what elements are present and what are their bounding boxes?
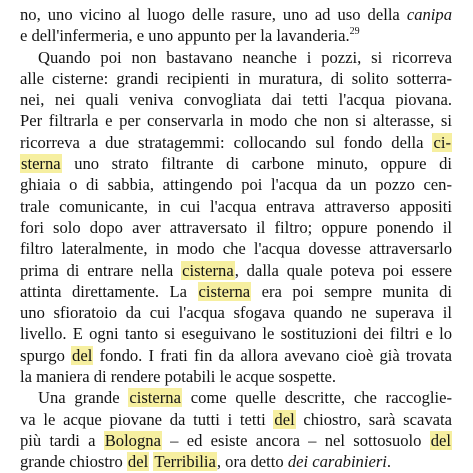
- highlight-cisterna: cisterna: [198, 281, 251, 301]
- text-span: .: [386, 452, 392, 472]
- highlight-sterna: sterna: [21, 154, 61, 174]
- text-span: ricorreva a due stratagemmi: collocando sul fondo della: [20, 132, 433, 152]
- text-line-13: [20, 260, 452, 281]
- text-line-9: ghiaia o di sabbia, attingendo poi l'acqua da un pozzo cen-: [20, 175, 452, 195]
- text-span: più tardi a: [20, 430, 104, 450]
- italic-word-canipa: canipa: [406, 5, 452, 24]
- text-span: – ed esiste ancora – nel sottosuolo: [161, 430, 430, 450]
- highlight-del: del: [72, 345, 93, 365]
- text-line-4: alle cisterne: grandi recipienti in muratura, di solito sotterra-: [20, 68, 452, 88]
- text-span: prima di entrare nella: [20, 260, 182, 280]
- text-line-8: [20, 153, 452, 174]
- highlight-del: del: [430, 430, 451, 450]
- text-span: , dalla quale poteva poi essere: [234, 260, 453, 280]
- text-span: attinta direttamente. La: [20, 281, 198, 301]
- text-line-7: [20, 132, 452, 153]
- text-span: come quelle descritte, che raccoglie-: [181, 388, 452, 408]
- text-line-5: nei, nei quali veniva convogliata dai tetti l'acqua piovana.: [20, 90, 452, 110]
- highlight-terribilia: Terribilia: [154, 452, 216, 472]
- book-page-text: [20, 4, 452, 473]
- text-span: grande chiostro: [20, 452, 127, 472]
- text-line-14: [20, 281, 452, 302]
- text-line-10: trale comunicante, in cui l'acqua entrava attraverso appositi: [20, 196, 452, 216]
- text-span: Una grande: [38, 388, 129, 408]
- highlight-cisterna: cisterna: [129, 388, 181, 408]
- highlight-del: del: [274, 409, 295, 429]
- text-span: era poi sempre munita di: [251, 281, 452, 301]
- italic-phrase-dei-carabinieri: dei carabinieri: [287, 452, 387, 472]
- text-span: va le acque piovane da tutti i tetti: [20, 409, 274, 429]
- highlight-bologna: Bologna: [104, 430, 161, 450]
- text-line-20: [20, 409, 452, 430]
- text-span: fondo. I frati fin da allora avevano cioè già trovata: [93, 345, 452, 365]
- text-span: spurgo: [20, 345, 72, 365]
- text-line-1: [20, 4, 452, 25]
- text-line-11: fori solo dopo aver attraversato il filtro; oppure ponendo il: [20, 217, 452, 237]
- text-line-3: Quando poi non bastavano neanche i pozzi, si ricorreva: [38, 47, 452, 67]
- text-line-12: filtro lateralmente, in modo che l'acqua dovesse attraversarlo: [20, 239, 452, 259]
- text-span: uno strato filtrante di carbone minuto, oppure di: [61, 154, 452, 174]
- text-line-18: la maniera di rendere potabili le acque sospette.: [20, 367, 337, 387]
- text-line-6: Per filtrarla e per conservarla in modo che non si alterasse, si: [20, 111, 452, 131]
- text-line-19: [20, 387, 452, 408]
- text-line-2: [20, 25, 452, 46]
- text-line-21: [20, 430, 452, 451]
- text-span: no, uno vicino al luogo delle rasure, uno ad uso della: [20, 5, 407, 24]
- text-line-17: [20, 345, 452, 366]
- highlight-cisterna: cisterna: [182, 260, 234, 280]
- highlight-del: del: [127, 452, 149, 472]
- text-line-16: livello. E ogni tanto si eseguivano le sostituzioni dei filtri e lo: [20, 324, 452, 344]
- text-span: chiostro, sarà scavata: [295, 409, 453, 429]
- text-span: e dell'infermeria, e uno appunto per la lavanderia.: [20, 26, 350, 46]
- text-line-22: [20, 451, 452, 472]
- highlight-ci: ci-: [433, 132, 451, 152]
- footnote-marker[interactable]: 29: [349, 25, 360, 37]
- text-line-15: uno sfioratoio da cui l'acqua sfogava quando ne superava il: [20, 303, 452, 323]
- text-span: , ora detto: [216, 452, 288, 472]
